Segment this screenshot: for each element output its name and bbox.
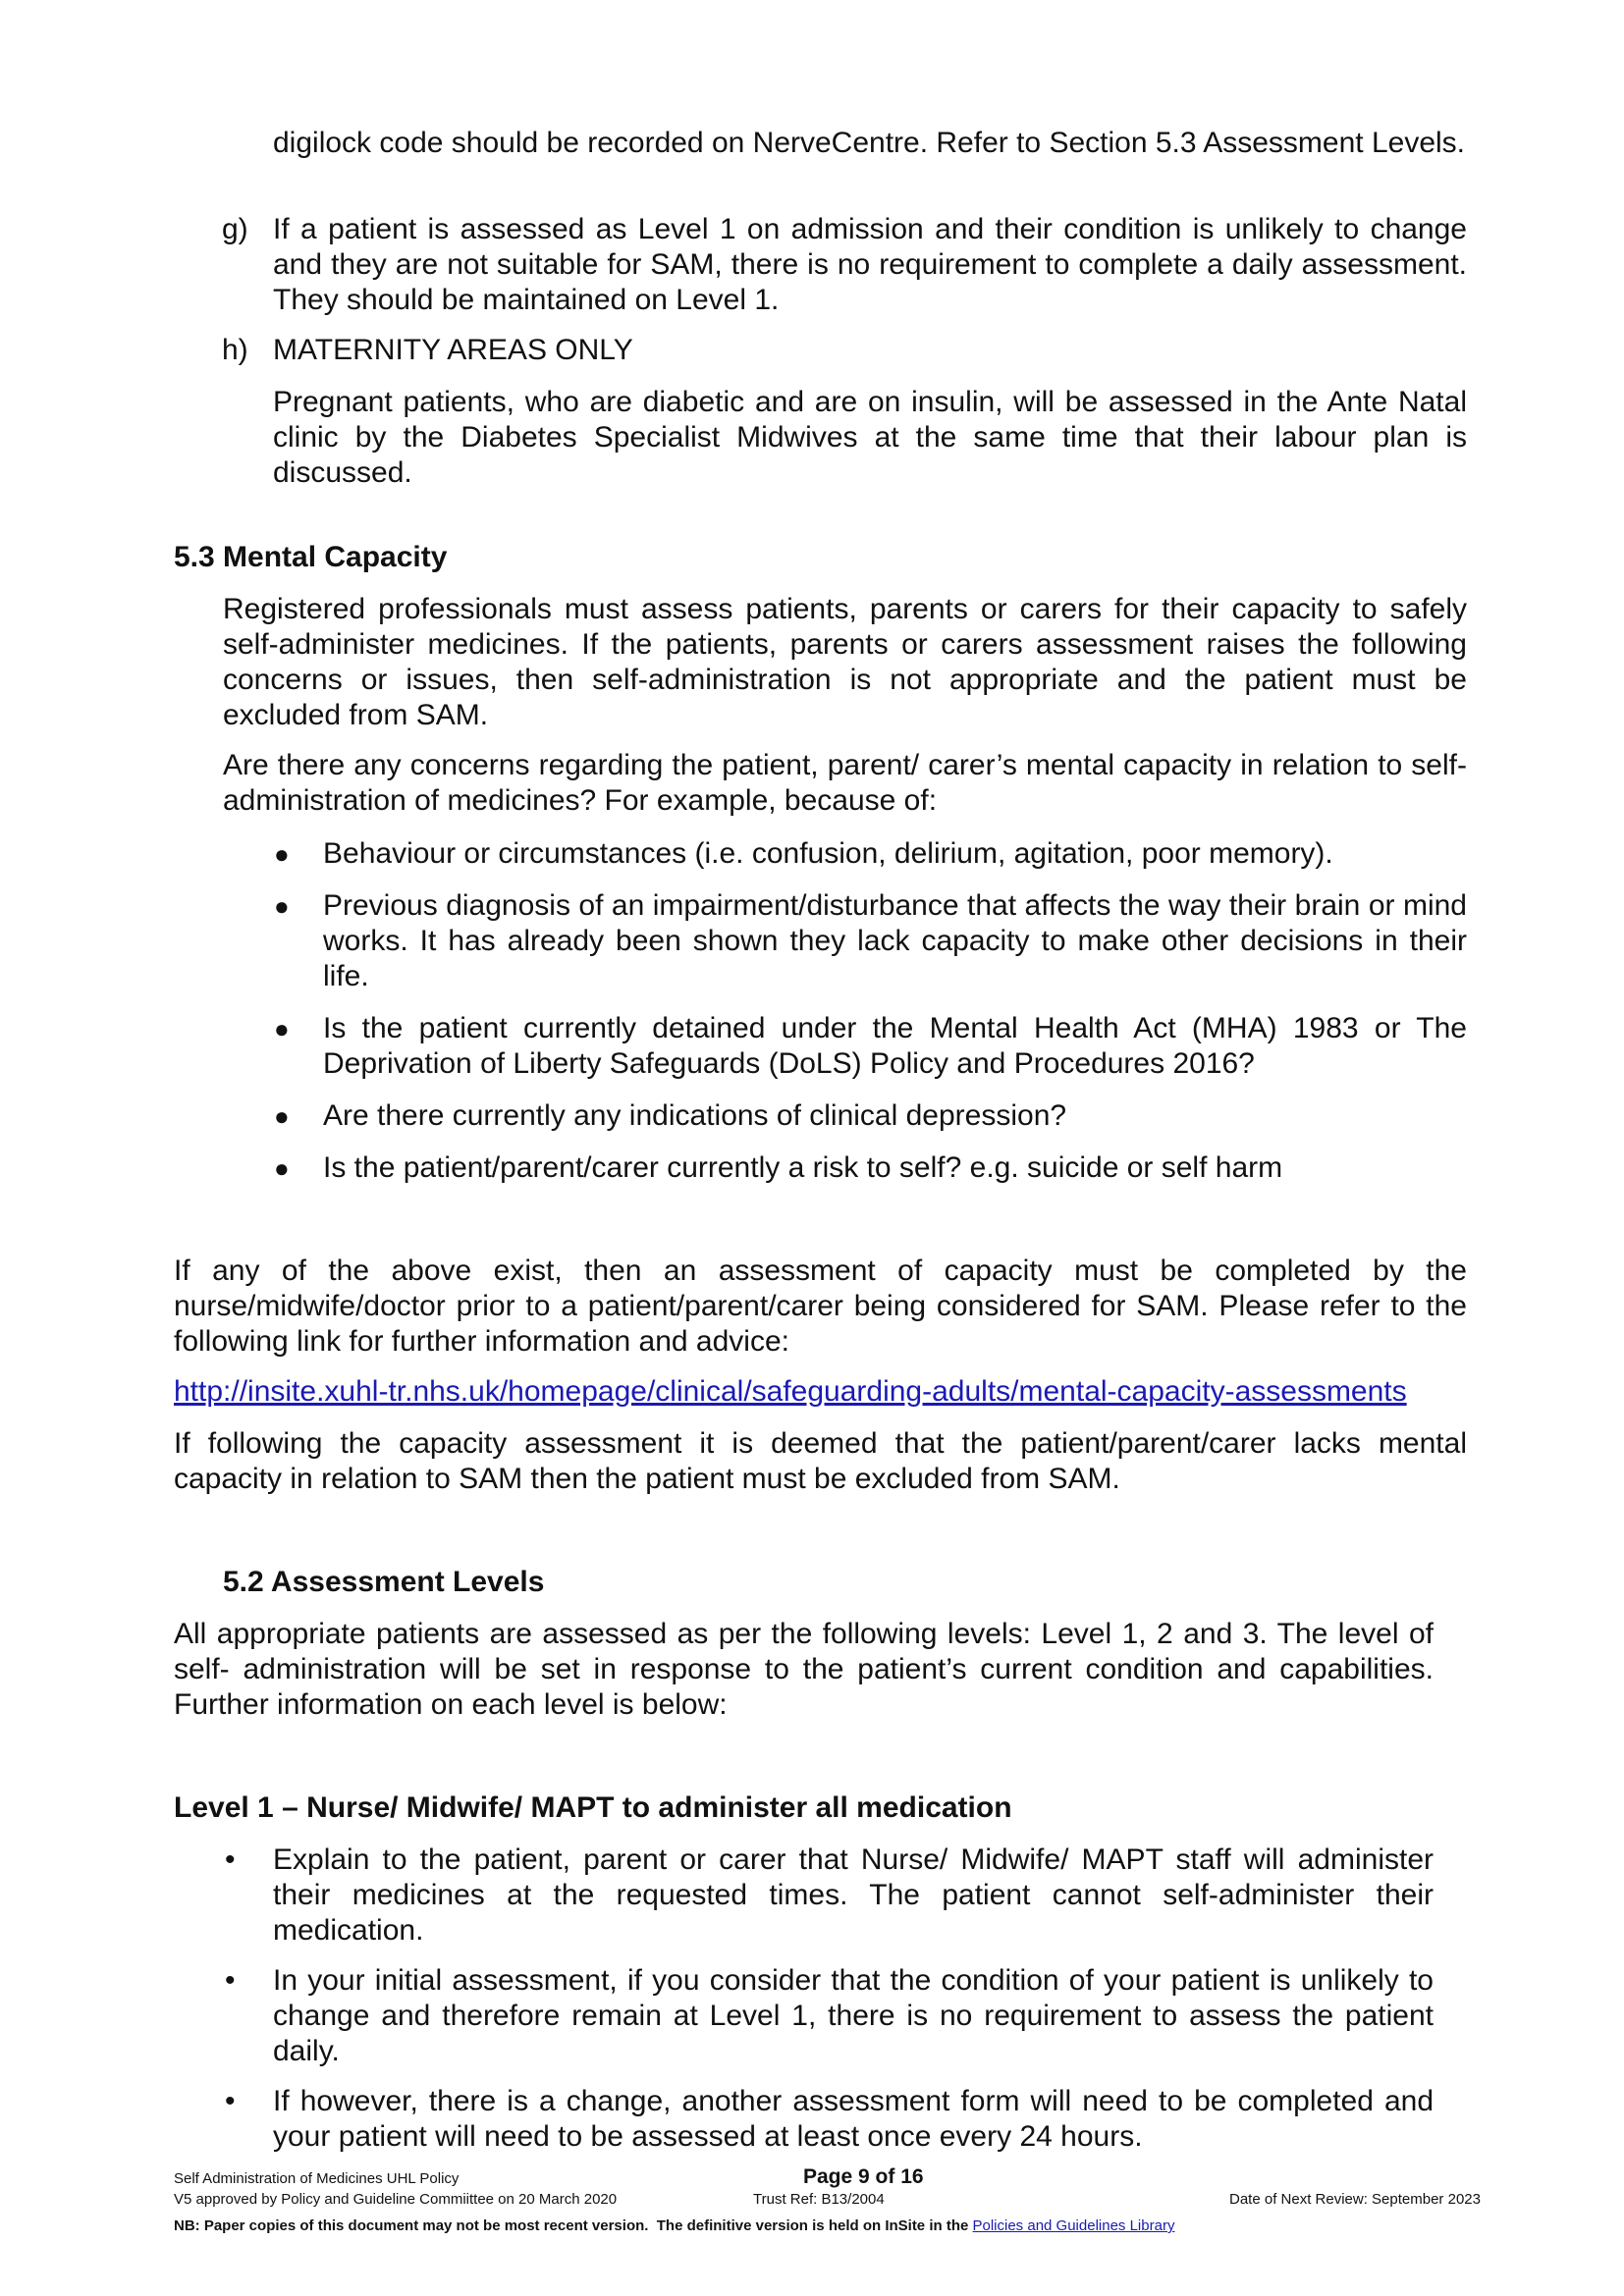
level-1-bullet: In your initial assessment, if you consider that the condition of your patient is unlikely to change and therefore remain at Level 1, there is no requirement to assess the patient daily. xyxy=(273,1964,1434,2067)
capacity-bullet: Is the patient currently detained under the Mental Health Act (MHA) 1983 or The Deprivation of Liberty Safeguards (DoLS) Policy and Procedures 2016? xyxy=(323,1012,1467,1080)
footer-policy-name: Self Administration of Medicines UHL Policy xyxy=(174,2170,460,2187)
capacity-bullet: Behaviour or circumstances (i.e. confusion, delirium, agitation, poor memory). xyxy=(323,837,1333,870)
capacity-bullet: Are there currently any indications of clinical depression? xyxy=(323,1099,1067,1132)
capacity-bullet: Is the patient/parent/carer currently a risk to self? e.g. suicide or self harm xyxy=(323,1151,1283,1184)
mental-capacity-paragraph-4: If following the capacity assessment it is deemed that the patient/parent/carer lacks mental capacity in relation to SAM then the patient must be excluded from SAM. xyxy=(174,1427,1467,1495)
level-1-bullet-dot: • xyxy=(225,1964,236,1997)
level-1-heading: Level 1 – Nurse/ Midwife/ MAPT to administer all medication xyxy=(174,1791,1012,1824)
footer-policies-link[interactable]: Policies and Guidelines Library xyxy=(972,2217,1175,2234)
bullet-dot: ● xyxy=(274,839,290,869)
bullet-dot: ● xyxy=(274,1153,290,1183)
continuation-paragraph: digilock code should be recorded on NerveCentre. Refer to Section 5.3 Assessment Levels. xyxy=(273,127,1466,159)
bullet-dot: ● xyxy=(274,891,290,921)
footer-page-number: Page 9 of 16 xyxy=(803,2165,924,2188)
footer-nb-notice xyxy=(174,2216,1174,2236)
capacity-bullet: Previous diagnosis of an impairment/disturbance that affects the way their brain or mind works. It has already been shown they lack capacity to make other decisions in their life. xyxy=(323,889,1467,992)
mental-capacity-paragraph-2: Are there any concerns regarding the patient, parent/ carer’s mental capacity in relation to self-administration of medicines? For example, because of: xyxy=(223,749,1467,817)
level-1-bullet-dot: • xyxy=(225,2085,236,2117)
level-1-bullet: Explain to the patient, parent or carer that Nurse/ Midwife/ MAPT staff will administer their medicines at the requested times. The patient cannot self-administer their medication. xyxy=(273,1843,1434,1947)
maternity-paragraph: Pregnant patients, who are diabetic and are on insulin, will be assessed in the Ante Natal clinic by the Diabetes Specialist Midwives at the same time that their labour plan is discussed. xyxy=(273,386,1467,489)
footer-nb-text: NB: Paper copies of this document may not be most recent version. The definitive version is held on InSite in the xyxy=(174,2217,973,2234)
list-item-h: MATERNITY AREAS ONLY xyxy=(273,334,633,366)
assessment-levels-paragraph: All appropriate patients are assessed as per the following levels: Level 1, 2 and 3. The level of self- administration will be set in response to the patient’s current condition and capabilities. Further information on each level is below: xyxy=(174,1618,1434,1721)
list-item-g: If a patient is assessed as Level 1 on admission and their condition is unlikely to change and they are not suitable for SAM, there is no requirement to complete a daily assessment. They should be maintained on Level 1. xyxy=(273,213,1467,316)
footer-approval: V5 approved by Policy and Guideline Commiittee on 20 March 2020 xyxy=(174,2191,618,2208)
section-heading-assessment-levels: 5.2 Assessment Levels xyxy=(223,1566,545,1598)
list-marker-h: h) xyxy=(222,334,248,366)
section-heading-mental-capacity: 5.3 Mental Capacity xyxy=(174,541,448,573)
mental-capacity-link[interactable]: http://insite.xuhl-tr.nhs.uk/homepage/clinical/safeguarding-adults/mental-capacity-assessments xyxy=(174,1375,1407,1408)
mental-capacity-paragraph-1: Registered professionals must assess patients, parents or carers for their capacity to safely self-administer medicines. If the patients, parents or carers assessment raises the following concerns or issues, then self-administration is not appropriate and the patient must be excluded from SAM. xyxy=(223,593,1467,731)
footer-next-review: Date of Next Review: September 2023 xyxy=(1229,2191,1481,2208)
list-marker-g: g) xyxy=(222,213,248,245)
bullet-dot: ● xyxy=(274,1101,290,1131)
level-1-bullet: If however, there is a change, another assessment form will need to be completed and your patient will need to be assessed at least once every 24 hours. xyxy=(273,2085,1434,2153)
mental-capacity-paragraph-3: If any of the above exist, then an assessment of capacity must be completed by the nurse/midwife/doctor prior to a patient/parent/carer being considered for SAM. Please refer to the following link for further information and advice: xyxy=(174,1255,1467,1358)
bullet-dot: ● xyxy=(274,1014,290,1043)
level-1-bullet-dot: • xyxy=(225,1843,236,1876)
footer-trust-ref: Trust Ref: B13/2004 xyxy=(753,2191,885,2208)
